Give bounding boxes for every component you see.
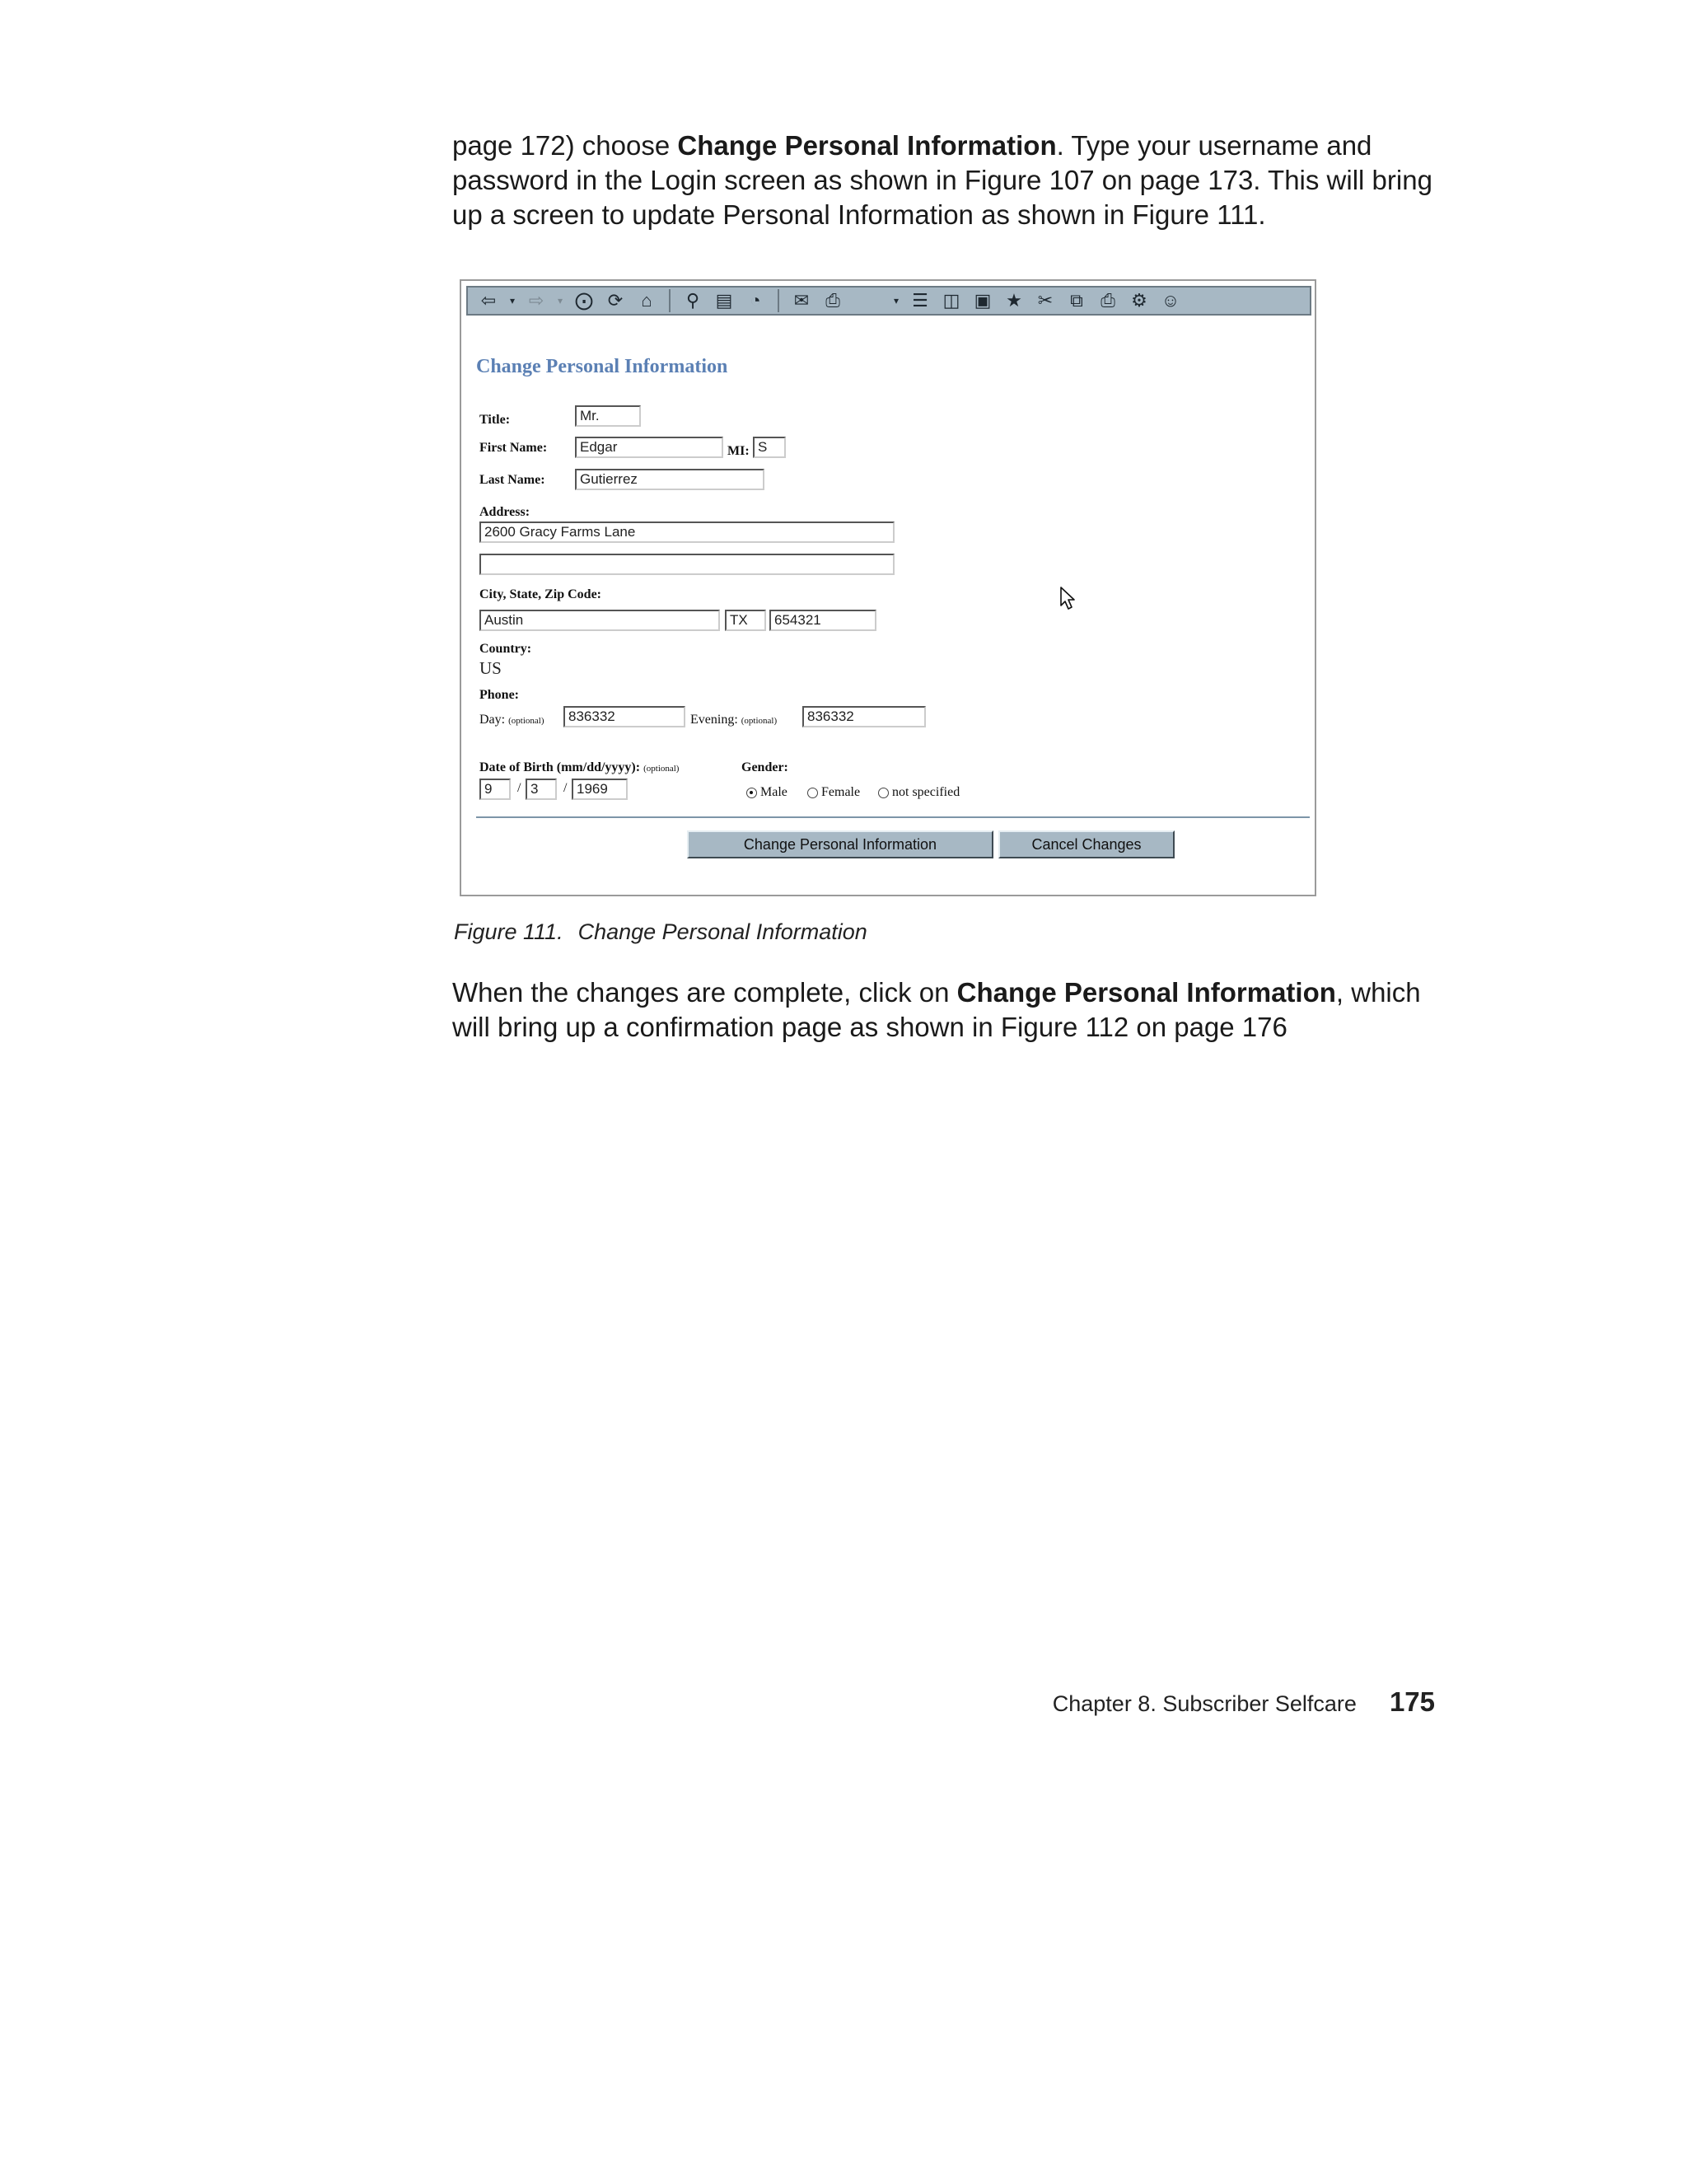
user-icon[interactable]: ☺: [1161, 290, 1180, 311]
dob-label: [479, 760, 679, 775]
radio-unchecked-icon[interactable]: [878, 788, 889, 798]
intro-paragraph: [452, 129, 1457, 232]
cancel-changes-button[interactable]: Cancel Changes: [998, 830, 1175, 858]
evening-phone-label: [690, 713, 777, 727]
home-icon[interactable]: ⌂: [641, 290, 652, 311]
discuss-icon[interactable]: ◫: [942, 290, 960, 311]
first-name-label: First Name:: [479, 441, 548, 455]
state-input[interactable]: TX: [725, 610, 766, 631]
search-icon[interactable]: ⚲: [685, 290, 700, 311]
tools-icon[interactable]: ⚙: [1131, 290, 1147, 311]
figure-screenshot: [460, 279, 1316, 896]
address-line2-input[interactable]: [479, 554, 895, 575]
favorites-icon[interactable]: ▤: [715, 290, 733, 311]
mi-label: MI:: [727, 444, 750, 458]
evening-phone-input[interactable]: 836332: [802, 706, 926, 727]
caption-number: Figure 111.: [454, 919, 563, 944]
messenger-icon[interactable]: ★: [1006, 290, 1022, 311]
phone-label: Phone:: [479, 688, 519, 702]
dropdown-icon[interactable]: ▾: [893, 295, 900, 306]
dob-label-text: Date of Birth (mm/dd/yyyy):: [479, 760, 641, 774]
print-icon[interactable]: ⎙: [825, 290, 840, 311]
dropdown-icon[interactable]: ▾: [557, 295, 563, 306]
day-optional: (optional): [508, 716, 544, 726]
refresh-icon[interactable]: ⟳: [607, 290, 624, 311]
outro-text-after: , which will bring up a confirmation page as shown in Figure 112 on page 176: [452, 977, 1421, 1042]
gender-unspecified-radio[interactable]: [878, 785, 960, 800]
caption-text: Change Personal Information: [577, 919, 867, 944]
dob-month-input[interactable]: 9: [479, 779, 511, 800]
frame-icon[interactable]: ▣: [974, 290, 992, 311]
country-value: US: [479, 658, 502, 678]
outro-text-before: When the changes are complete, click on: [452, 977, 957, 1008]
outro-paragraph: [452, 975, 1457, 1045]
zip-input[interactable]: 654321: [769, 610, 876, 631]
figure-caption: [454, 919, 867, 945]
mi-input[interactable]: S: [753, 437, 786, 458]
day-label: Day:: [479, 713, 506, 727]
cut-icon[interactable]: ✂: [1037, 290, 1054, 311]
dob-slash-1: /: [517, 781, 521, 795]
change-info-button[interactable]: Change Personal Information: [687, 830, 993, 858]
city-state-zip-label: City, State, Zip Code:: [479, 587, 601, 601]
page-footer: [1048, 1686, 1435, 1718]
radio-checked-icon[interactable]: [746, 788, 757, 798]
intro-text-after: . Type your username and password in the Login screen as shown in Figure 107 on page 173. This will bring up a screen to update Personal Information as shown in Figure 111.: [452, 130, 1432, 230]
address-label: Address:: [479, 505, 530, 519]
gender-male-radio[interactable]: [746, 785, 787, 800]
stop-icon[interactable]: ⨀: [575, 290, 593, 311]
dob-slash-2: /: [563, 781, 568, 795]
outro-bold-text: Change Personal Information: [956, 977, 1336, 1008]
title-input[interactable]: Mr.: [575, 405, 641, 427]
address-line1-input[interactable]: 2600 Gracy Farms Lane: [479, 521, 895, 543]
dob-year-input[interactable]: 1969: [572, 779, 628, 800]
mail-icon[interactable]: ✉: [793, 290, 810, 311]
last-name-label: Last Name:: [479, 473, 545, 487]
back-icon[interactable]: ⇦: [480, 290, 497, 311]
day-phone-input[interactable]: 836332: [563, 706, 685, 727]
edit-icon[interactable]: ☰: [912, 290, 928, 311]
change-info-form: [461, 281, 1315, 895]
copy-icon[interactable]: ⧉: [1070, 290, 1083, 311]
intro-bold-text: Change Personal Information: [677, 130, 1057, 161]
mouse-pointer-icon: [1059, 586, 1077, 610]
history-icon[interactable]: ◔: [750, 290, 761, 311]
dropdown-icon[interactable]: ▾: [509, 295, 516, 306]
dob-optional: (optional): [643, 764, 680, 774]
page-number: 175: [1389, 1686, 1435, 1717]
country-label: Country:: [479, 642, 532, 656]
day-phone-label: [479, 713, 544, 727]
form-title: Change Personal Information: [476, 356, 728, 377]
dob-day-input[interactable]: 3: [526, 779, 557, 800]
paste-icon[interactable]: ⎙: [1101, 290, 1115, 311]
gender-unspecified-label: not specified: [892, 785, 960, 799]
gender-male-label: Male: [760, 785, 787, 799]
gender-female-label: Female: [821, 785, 861, 799]
gender-label: Gender:: [741, 760, 788, 774]
intro-text-before: page 172) choose: [452, 130, 678, 161]
title-label: Title:: [479, 413, 511, 427]
form-divider: [476, 816, 1310, 818]
evening-optional: (optional): [741, 716, 778, 726]
gender-female-radio[interactable]: [807, 785, 860, 800]
city-input[interactable]: Austin: [479, 610, 720, 631]
first-name-input[interactable]: Edgar: [575, 437, 723, 458]
radio-unchecked-icon[interactable]: [807, 788, 818, 798]
last-name-input[interactable]: Gutierrez: [575, 469, 764, 490]
footer-chapter: Chapter 8. Subscriber Selfcare: [1052, 1691, 1357, 1716]
forward-icon[interactable]: ⇨: [528, 290, 544, 311]
evening-label: Evening:: [690, 713, 738, 727]
